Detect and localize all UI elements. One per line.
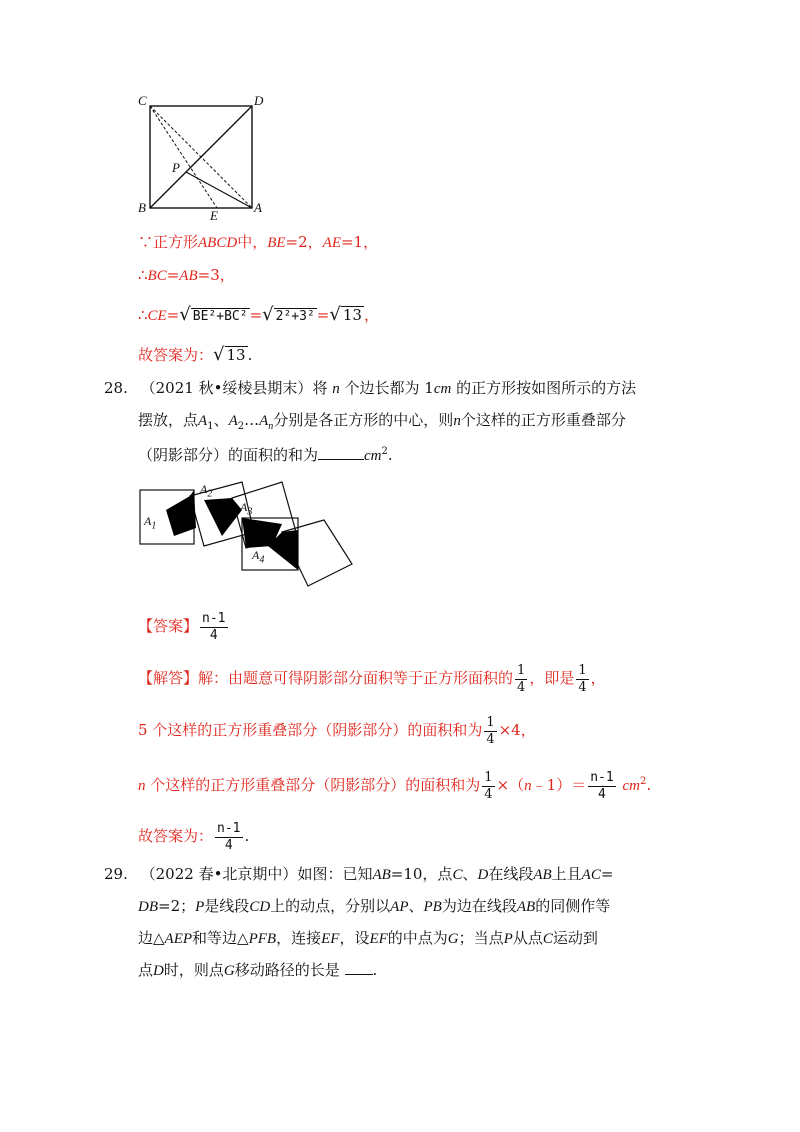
- label-d: D: [254, 93, 264, 108]
- q29-line4: 点D时，则点G移动路径的长是 .: [138, 961, 378, 979]
- label-p: P: [172, 160, 180, 175]
- sol27-line1: ∵正方形ABCD中，BE=2，AE=1，: [138, 233, 379, 251]
- sol28-answer: 故答案为： $\frac{n-1}{4}$ .: [138, 820, 250, 853]
- label-a2: $A_2$: [200, 482, 213, 500]
- answer-blank: [318, 459, 364, 460]
- q28-source: （2021 秋•绥棱县期末）: [140, 379, 313, 397]
- label-a3: $A_3$: [240, 500, 253, 518]
- solution-tag: 【解答】: [138, 669, 199, 687]
- radical-2-3: 2²+3²: [275, 309, 315, 324]
- q28-line2: 摆放，点$A_1$、$A_2\dots A_n$分别是各正方形的中心，则n个这样的正方形重叠部分: [138, 411, 626, 432]
- label-a1: $A_1$: [144, 514, 157, 532]
- sol27-line2: ∴BC=AB=3，: [138, 266, 235, 284]
- sol27-answer: 故答案为：√ 13 .: [138, 344, 253, 365]
- sol28-line3: n 个这样的正方形重叠部分（阴影部分）的面积和为 $\frac{1}{4}$ ×（n﹣1）＝ $\frac{n-1}{4}$ $cm^2$.: [138, 769, 652, 802]
- sol28-line2: 5 个这样的正方形重叠部分（阴影部分）的面积和为 $\frac{1}{4}$ ×4，: [138, 714, 536, 747]
- q28-line3: （阴影部分）的面积的和为 $cm^2$.: [138, 446, 393, 464]
- dashed-ce: [150, 106, 217, 208]
- answer-blank-29: [345, 974, 373, 975]
- q29-number: 29.: [104, 865, 128, 883]
- q28-line1: 28. （2021 秋•绥棱县期末）将 n 个边长都为 1cm 的正方形按如图所示的方法: [104, 379, 637, 397]
- sol28-line1: 【解答】解：由题意可得阴影部分面积等于正方形面积的 $\frac{1}{4}$ ，即是 $\frac{1}{4}$ ，: [138, 662, 606, 695]
- radical-13: 13: [342, 306, 362, 324]
- answer-radical-13: 13: [226, 346, 246, 364]
- square-figure: [130, 90, 280, 225]
- label-a4: $A_4$: [252, 548, 265, 566]
- shaded-2: [204, 498, 242, 536]
- answer-fraction: $\frac{n-1}{4}$: [202, 610, 226, 643]
- q29-line1: 29. （2022 春•北京期中）如图：已知AB=10，点C、D在线段AB上且AC=: [104, 865, 614, 883]
- sol27-line3: ∴CE=√ BE²+BC² =√ 2²+3² =√ 13 ，: [138, 304, 379, 325]
- q29-source: （2022 春•北京期中）: [140, 865, 298, 883]
- q28-number: 28.: [104, 379, 128, 397]
- label-e: E: [210, 208, 218, 223]
- q29-line2: DB=2；P是线段CD上的动点，分别以AP、PB为边在线段AB的同侧作等: [138, 897, 611, 915]
- label-b: B: [138, 200, 146, 215]
- segment-pa: [186, 172, 252, 208]
- overlapping-squares-figure: [132, 474, 362, 594]
- radical-be-bc: BE²+BC²: [192, 309, 248, 324]
- label-a: A: [254, 200, 262, 215]
- answer-tag: 【答案】: [138, 617, 199, 635]
- q29-line3: 边△AEP和等边△PFB，连接EF，设EF的中点为G；当点P从点C运动到: [138, 929, 598, 947]
- shaded-1: [166, 490, 196, 536]
- squares-diagram: [132, 474, 362, 594]
- ans28-line: [138, 608, 230, 644]
- label-c: C: [138, 93, 147, 108]
